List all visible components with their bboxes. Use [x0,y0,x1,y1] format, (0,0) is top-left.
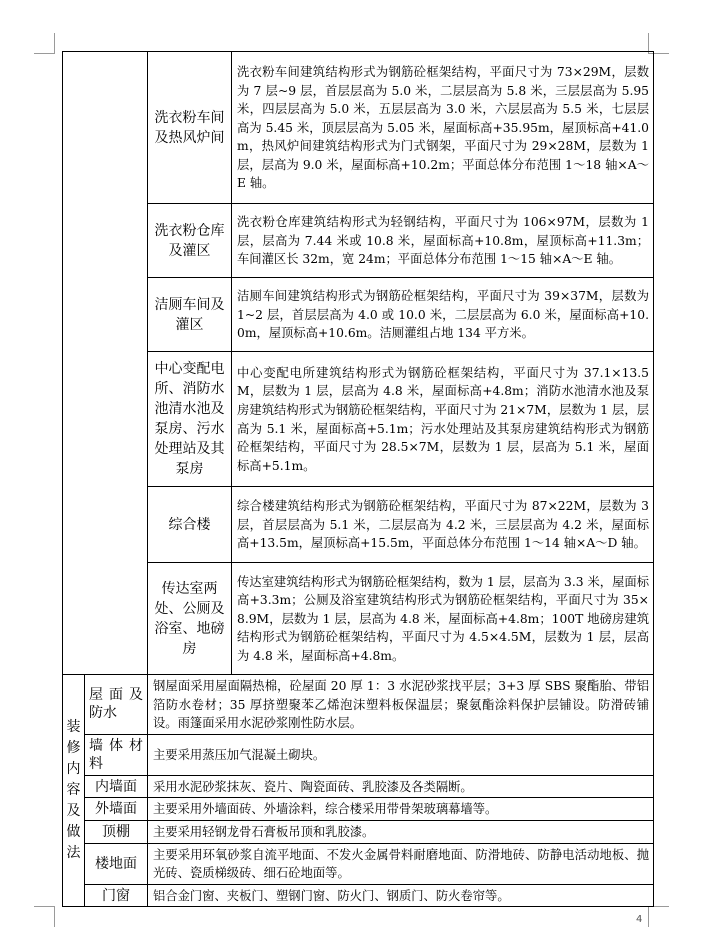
table-row [63,775,654,798]
building-label: 洗衣粉车间及热风炉间 [148,52,232,204]
building-description: 洁厕车间建筑结构形式为钢筋砼框架结构，平面尺寸为 39×37M，层数为 1~2 层，首层层高为 4.0 或 10.0 米，二层层高为 6.0 米，屋面标高+10.0m，屋顶标高+10.6m。洁厕灌组占地 134 平方米。 [232,278,654,352]
building-description: 综合楼建筑结构形式为钢筋砼框架结构，平面尺寸为 87×22M，层数为 3 层，首层层高为 5.1 米，二层层高为 4.2 米，三层层高为 4.2 米，屋面标高+13.5m，屋顶标高+15.5m，平面总体分布范围 1～14 轴×A～D 轴。 [232,487,654,563]
crop-mark-bottom-left [34,906,55,927]
table-row [63,675,654,735]
decoration-item-text: 主要采用蒸压加气混凝土砌块。 [148,734,654,775]
building-description: 洗衣粉仓库建筑结构形式为轻钢结构，平面尺寸为 106×97M，层数为 1 层，层高为 7.44 米或 10.8 米，屋面标高+10.8m，屋顶标高+11.3m；车间灌区长 32m，宽 24m；平面总体分布范围 1～15 轴×A～E 轴。 [232,204,654,278]
crop-mark-bottom-right [648,906,669,927]
building-description: 洗衣粉车间建筑结构形式为钢筋砼框架结构，平面尺寸为 73×29M，层数为 7 层~9 层，首层层高为 5.0 米，二层层高为 5.8 米，三层层高为 5.95 米，四层层高为 5.0 米，五层层高为 3.0 米，六层层高为 5.5 米，七层层高为 5.45 米，顶层层高为 5.05 米，屋面标高+35.95m，屋顶标高+41.0m，热风炉间建筑结构形式为门式钢架，平面尺寸为 29×28M，层数为 1 层，层高为 9.0 米，屋面标高+10.2m；平面总体分布范围 1～18 轴×A～E 轴。 [232,52,654,204]
decoration-item-text: 钢屋面采用屋面隔热棉，砼屋面 20 厚 1：3 水泥砂浆找平层；3+3 厚 SBS 聚酯胎、带铝箔防水卷材；35 厚挤塑聚苯乙烯泡沫塑料板保温层；聚氨酯涂料保护层铺设。防滑砖铺设。雨篷面采用水泥砂浆刚性防水层。 [148,675,654,735]
building-description: 传达室建筑结构形式为钢筋砼框架结构，数为 1 层，层高为 3.3 米，屋面标高+3.3m；公厕及浴室建筑结构形式为钢筋砼框架结构，平面尺寸为 35×8.9M，层数为 1 层，层高为 4.8 米，屋面标高+4.8m；100T 地磅房建筑结构形式为钢筋砼框架结构，平面尺寸为 4.5×4.5M，层数为 1 层，层高为 4.8 米，屋面标高+4.8m。 [232,563,654,675]
table-row [63,563,654,675]
table-row [63,278,654,352]
decoration-item-label: 内墙面 [85,775,148,798]
decoration-item-label: 墙体材料 [85,734,148,775]
table-row [63,52,654,204]
decoration-item-label: 屋面及防水 [85,675,148,735]
decoration-item-label: 外墙面 [85,798,148,821]
building-label: 综合楼 [148,487,232,563]
table-row [63,734,654,775]
building-label: 传达室两处、公厕及浴室、地磅房 [148,563,232,675]
table-row [63,204,654,278]
decoration-item-label: 门窗 [85,884,148,907]
decoration-item-label: 楼地面 [85,843,148,884]
decoration-heading: 装修内容及做法 [63,675,85,907]
table-row [63,884,654,907]
table-row [63,820,654,843]
structure-blank-cell [63,52,148,675]
decoration-item-text: 采用水泥砂浆抹灰、瓷片、陶瓷面砖、乳胶漆及各类隔断。 [148,775,654,798]
decoration-item-text: 铝合金门窗、夹板门、塑钢门窗、防火门、钢质门、防火卷帘等。 [148,884,654,907]
crop-mark-top-left [34,33,55,54]
building-description: 中心变配电所建筑结构形式为钢筋砼框架结构，平面尺寸为 37.1×13.5M，层数为 1 层，层高为 4.8 米，屋面标高+4.8m；消防水池清水池及泵房建筑结构形式为钢筋砼框架结构，平面尺寸为 21×7M，层数为 1 层，层高为 5.1 米，屋面标高+5.1m；污水处理站及其泵房建筑结构形式为钢筋砼框架结构，平面尺寸为 28.5×7M，层数为 1 层，层高为 5.1 米，屋面标高+5.1m。 [232,352,654,487]
decoration-item-text: 主要采用外墙面砖、外墙涂料，综合楼采用带骨架玻璃幕墙等。 [148,798,654,821]
page-number: 4 [636,914,643,925]
building-label: 洁厕车间及灌区 [148,278,232,352]
table-row [63,352,654,487]
table-row [63,487,654,563]
project-overview-table [62,51,654,907]
building-label: 洗衣粉仓库及灌区 [148,204,232,278]
decoration-item-label: 顶棚 [85,820,148,843]
decoration-item-text: 主要采用轻钢龙骨石膏板吊顶和乳胶漆。 [148,820,654,843]
decoration-item-text: 主要采用环氧砂浆自流平地面、不发火金属骨料耐磨地面、防滑地砖、防静电活动地板、抛光砖、瓷质梯级砖、细石砼地面等。 [148,843,654,884]
building-label: 中心变配电所、消防水池清水池及泵房、污水处理站及其泵房 [148,352,232,487]
table-row [63,843,654,884]
table-row [63,798,654,821]
